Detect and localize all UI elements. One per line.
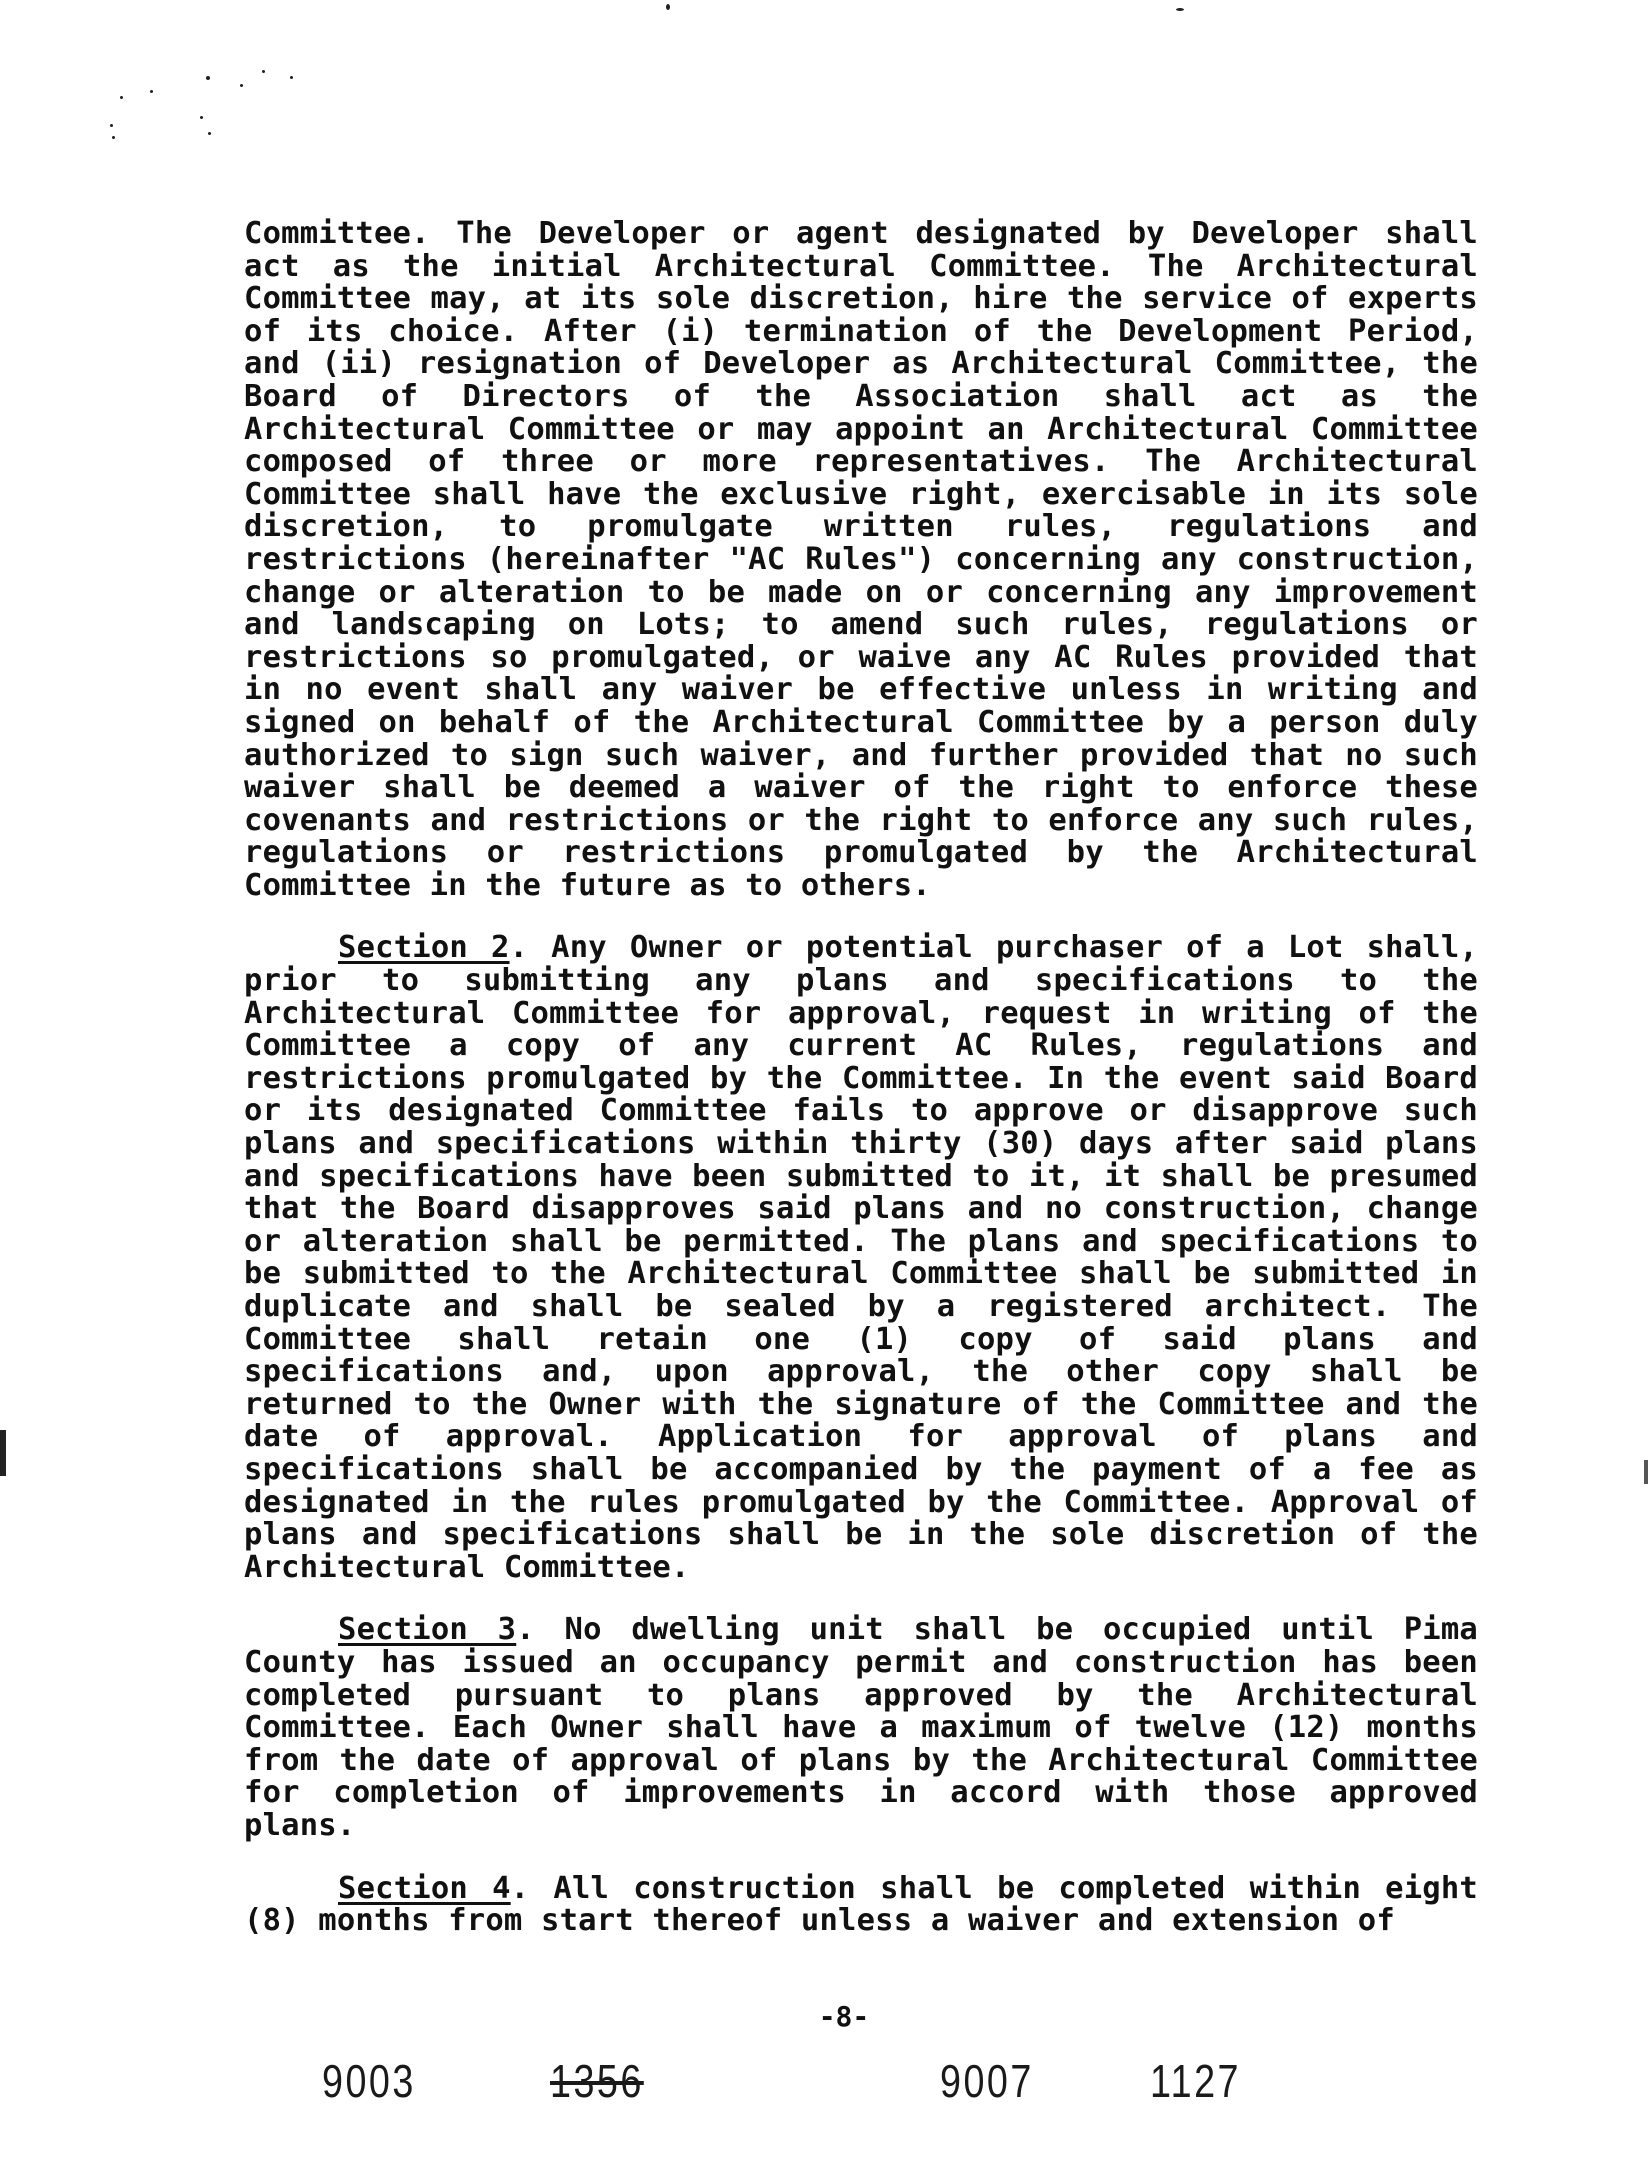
scan-speck xyxy=(1176,8,1184,11)
docket-stamp: 9007 xyxy=(940,2055,1034,2107)
docket-stamp: 9003 xyxy=(322,2055,416,2107)
docket-stamp: 1356 xyxy=(550,2055,644,2107)
scan-speck xyxy=(112,136,115,139)
scan-speck xyxy=(666,4,670,10)
scan-speck xyxy=(120,96,123,99)
document-body xyxy=(244,218,1478,1938)
scan-edge-mark xyxy=(1644,1460,1648,1484)
docket-stamp: 1127 xyxy=(1150,2055,1241,2107)
section-label: Section 4 xyxy=(338,1870,511,1906)
scan-speck xyxy=(206,76,210,80)
scan-speck xyxy=(262,70,265,73)
scan-speck xyxy=(110,124,113,127)
scan-edge-mark xyxy=(0,1430,6,1476)
paragraph-section-2 xyxy=(244,932,1478,1584)
section-label: Section 3 xyxy=(338,1612,517,1648)
scan-speck xyxy=(208,132,211,135)
paragraph-text: . No dwelling unit shall be occupied until Pima County has issued an occupancy permit and construction has been completed pursuant to plans approved by the Architectural Committee. Each Owner shall have a maximum of twelve (12) months from the date of approval of plans by the Architectural Committee for completion of improvements in accord with those approved plans. xyxy=(244,1612,1478,1843)
paragraph-section-4 xyxy=(244,1870,1478,1939)
paragraph-continuation xyxy=(244,218,1478,902)
paragraph-text: . Any Owner or potential purchaser of a Lot shall, prior to submitting any plans and specifications to the Architectural Committee for approval, request in writing of the Committee a copy of any current AC Rules, regulations and restrictions promulgated by the Committee. In the event said Board or its designated Committee fails to approve or disapprove such plans and specifications within thirty (30) days after said plans and specifications have been submitted to it, it shall be presumed that the Board disapproves said plans and no construction, change or alteration shall be permitted. The plans and specifications to be submitted to the Architectural Committee shall be submitted in duplicate and shall be sealed by a registered architect. The Committee shall retain one (1) copy of said plans and specifications and, upon approval, the other copy shall be returned to the Owner with the signature of the Committee and the date of approval. Application for approval of plans and specifications shall be accompanied by the payment of a fee as designated in the rules promulgated by the Committee. Approval of plans and specifications shall be in the sole discretion of the Architectural Committee. xyxy=(244,930,1478,1585)
scan-speck xyxy=(150,90,153,93)
paragraph-section-3 xyxy=(244,1614,1478,1842)
paragraph-text: Committee. The Developer or agent designated by Developer shall act as the initial Architectural Committee. The Architectural Committee may, at its sole discretion, hire the service of experts of its choice. After (i) termination of the Development Period, and (ii) resignation of Developer as Architectural Committee, the Board of Directors of the Association shall act as the Architectural Committee or may appoint an Architectural Committee composed of three or more representatives. The Architectural Committee shall have the exclusive right, exercisable in its sole discretion, to promulgate written rules, regulations and restrictions (hereinafter "AC Rules") concerning any construction, change or alteration to be made on or concerning any improvement and landscaping on Lots; to amend such rules, regulations or restrictions so promulgated, or waive any AC Rules provided that in no event shall any waiver be effective unless in writing and signed on behalf of the Architectural Committee by a person duly authorized to sign such waiver, and further provided that no such waiver shall be deemed a waiver of the right to enforce these covenants and restrictions or the right to enforce any such rules, regulations or restrictions promulgated by the Architectural Committee in the future as to others. xyxy=(244,216,1478,903)
section-label: Section 2 xyxy=(338,930,510,966)
scan-speck xyxy=(200,116,203,119)
scan-speck xyxy=(240,84,243,87)
page-number: -8- xyxy=(818,2000,870,2033)
paragraph-text: . All construction shall be completed within eight (8) months from start thereof unless a waiver and extension of xyxy=(244,1870,1478,1939)
scan-speck xyxy=(290,76,293,79)
